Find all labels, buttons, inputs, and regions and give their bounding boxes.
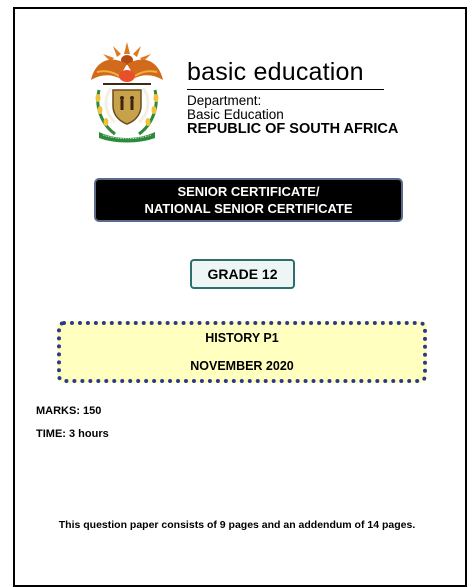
certificate-title-box [94,178,403,222]
coat-of-arms-icon [89,40,165,144]
paper-title: HISTORY P1 [205,331,279,345]
certificate-line-2: NATIONAL SENIOR CERTIFICATE [144,201,353,216]
exam-session: NOVEMBER 2020 [190,359,294,373]
marks-label: MARKS: 150 [36,405,102,417]
department-label: Department: [187,93,262,108]
department-name: Basic Education [187,107,284,122]
brand-title: basic education [187,58,364,86]
time-label: TIME: 3 hours [36,428,109,440]
certificate-line-1: SENIOR CERTIFICATE/ [177,184,320,199]
page-count-note: This question paper consists of 9 pages and an addendum of 14 pages. [58,519,416,531]
country-name: REPUBLIC OF SOUTH AFRICA [187,121,399,137]
subject-box [57,321,427,383]
grade-badge [190,259,295,289]
grade-label: GRADE 12 [207,266,278,282]
brand-divider [187,89,384,90]
